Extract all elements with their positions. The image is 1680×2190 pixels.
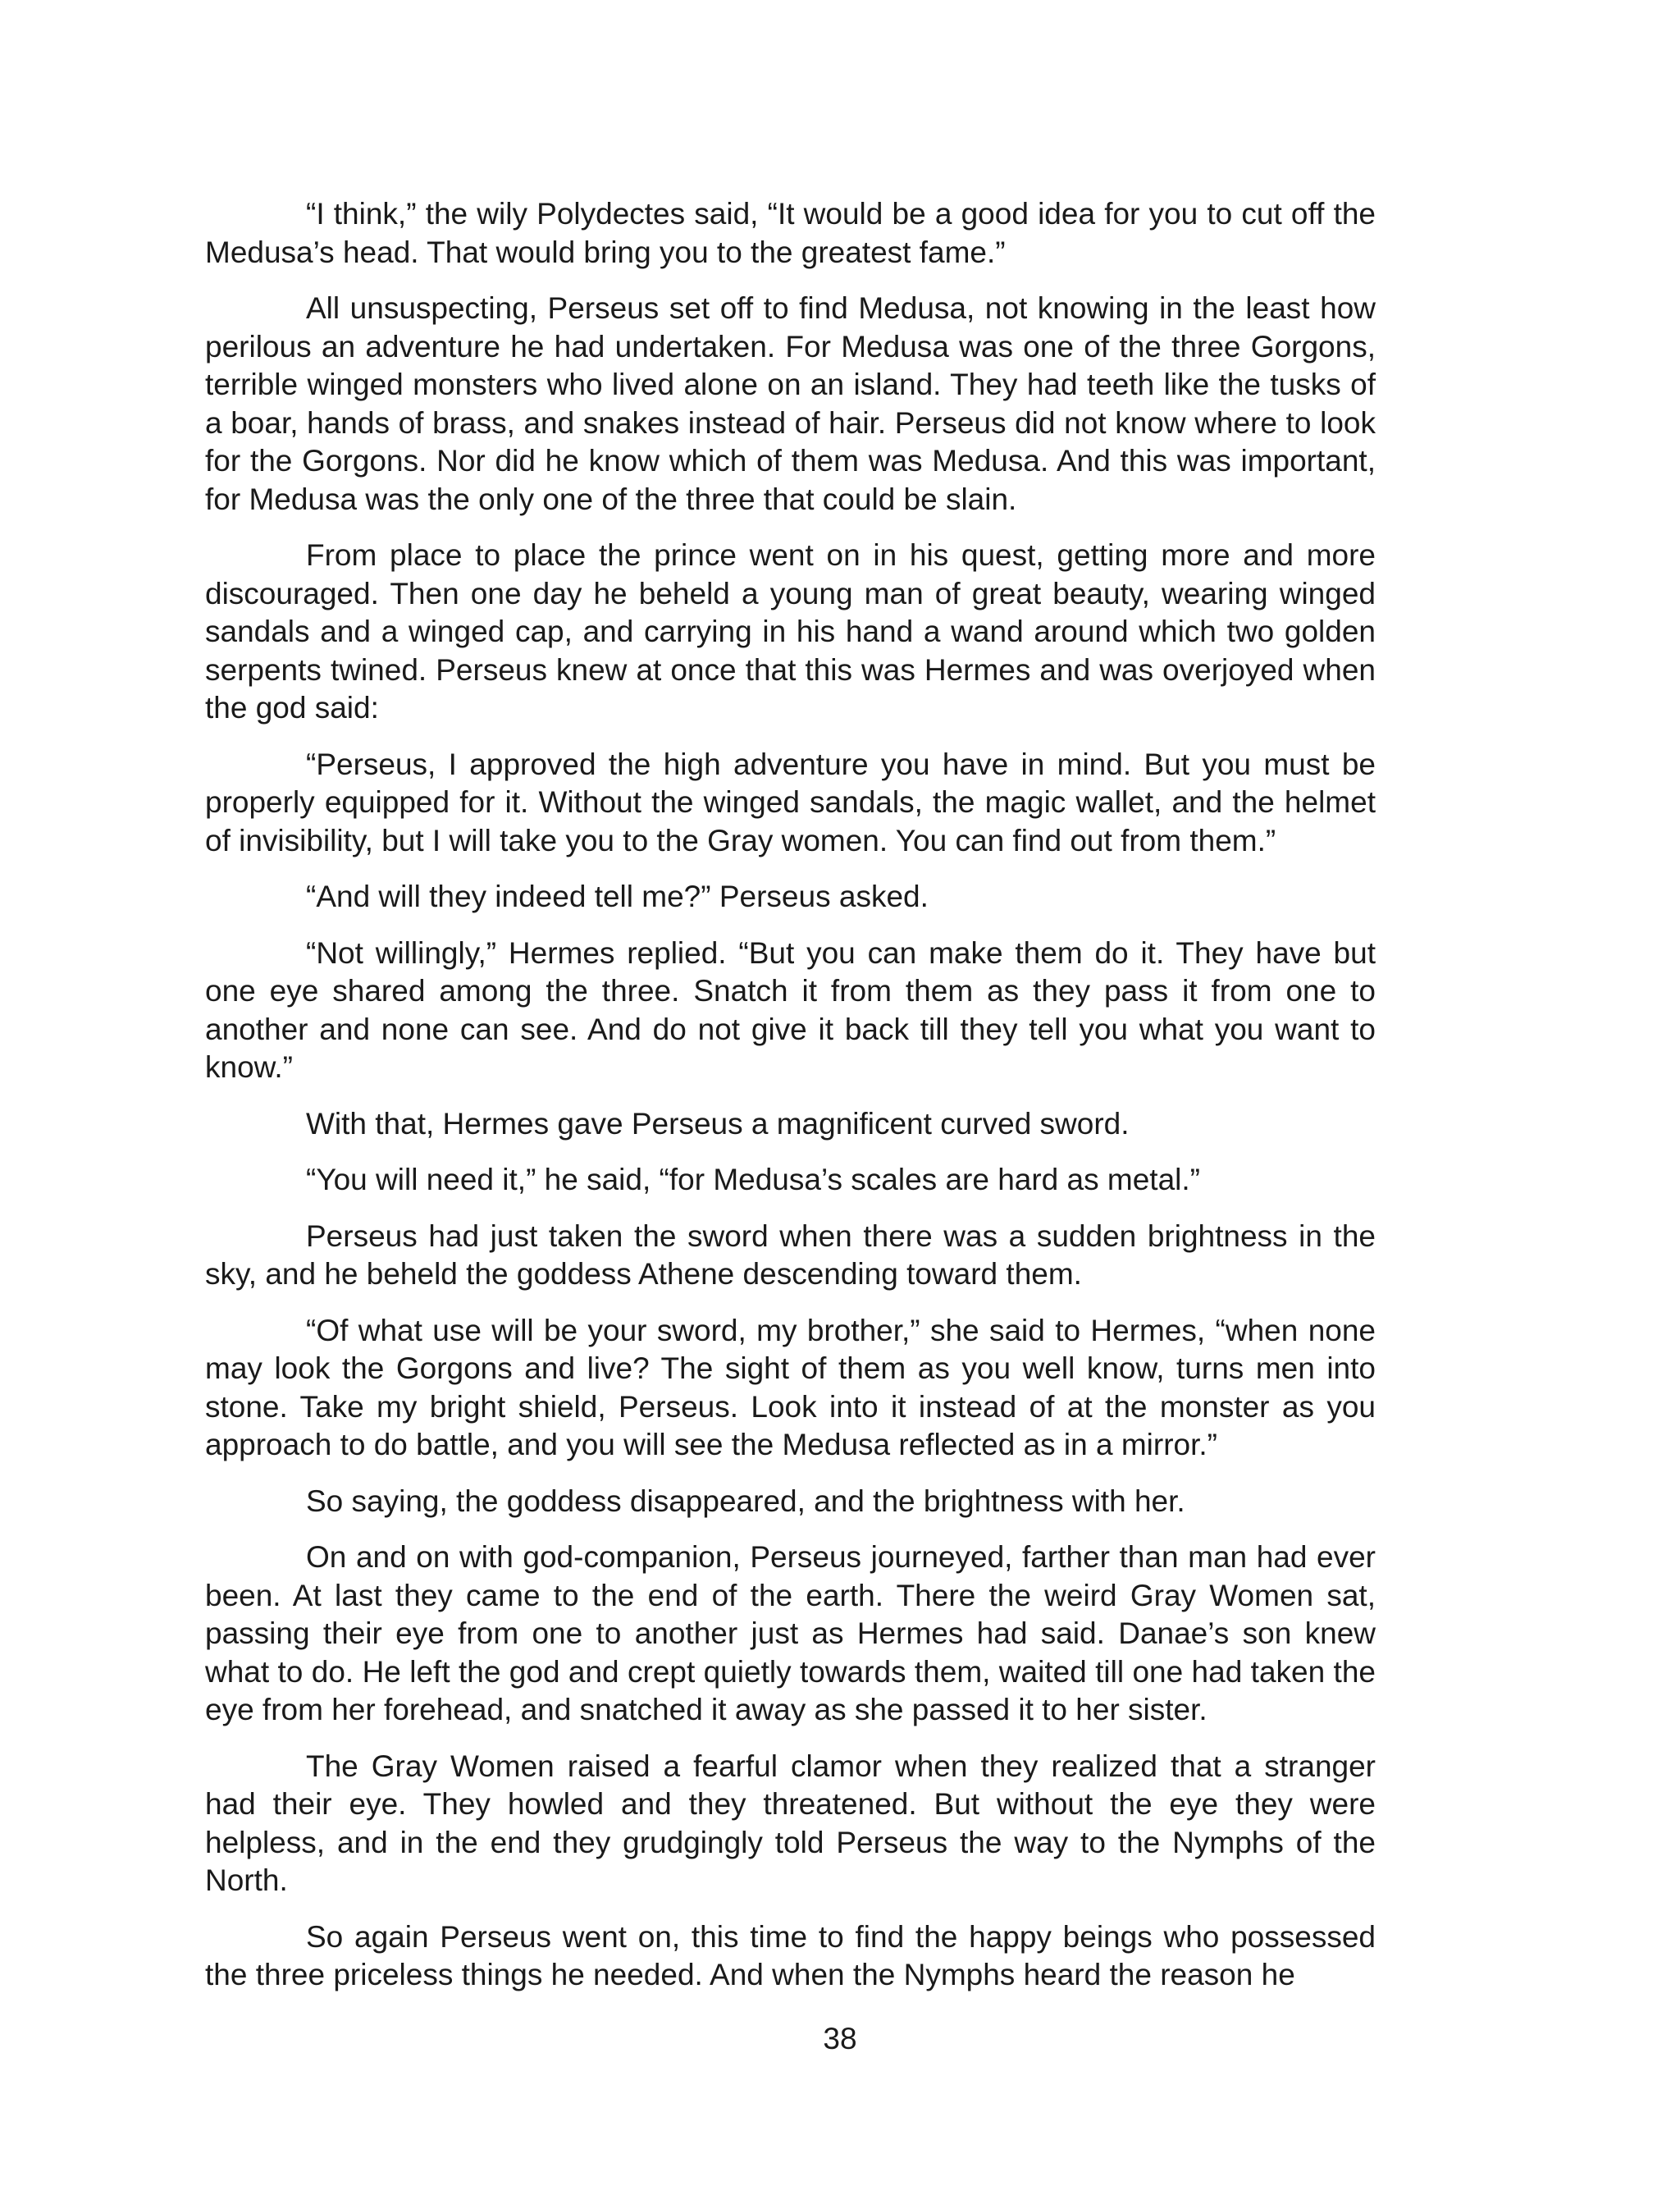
paragraph-11: So saying, the goddess disappeared, and the brightness with her. bbox=[306, 1484, 1185, 1518]
paragraph-3: From place to place the prince went on in his quest, getting more and more discouraged. Then one day he beheld a young man of great beauty, wearing winged sandals and a winged cap, and carrying in his hand a wand around which two golden serpents twined. Perseus knew at once that this was Hermes and was overjoyed when the god said: bbox=[205, 538, 1376, 725]
paragraph-14: So again Perseus went on, this time to find the happy beings who possessed the three priceless things he needed. And when the Nymphs heard the reason he bbox=[205, 1919, 1376, 1991]
paragraph-2: All unsuspecting, Perseus set off to find Medusa, not knowing in the least how perilous an adventure he had undertaken. For Medusa was one of the three Gorgons, terrible winged monsters who lived alone on an island. They had teeth like the tusks of a boar, hands of brass, and snakes instead of hair. Perseus did not know where to look for the Gorgons. Nor did he know which of them was Medusa. And this was important, for Medusa was the only one of the three that could be slain. bbox=[205, 291, 1376, 516]
paragraph-13: The Gray Women raised a fearful clamor when they realized that a stranger had their eye. They howled and they threatened. But without the eye they were helpless, and in the end they grudgingly told Perseus the way to the Nymphs of the North. bbox=[205, 1749, 1376, 1897]
paragraph-4: “Perseus, I approved the high adventure you have in mind. But you must be properly equipped for it. Without the winged sandals, the magic wallet, and the helmet of invisibility, but I will take you to the Gray women. You can find out from them.” bbox=[205, 747, 1376, 857]
paragraph-12: On and on with god-companion, Perseus journeyed, farther than man had ever been. At last they came to the end of the earth. There the weird Gray Women sat, passing their eye from one to another just as Hermes had said. Danae’s son knew what to do. He left the god and crept quietly towards them, waited till one had taken the eye from her forehead, and snatched it away as she passed it to her sister. bbox=[205, 1540, 1376, 1726]
paragraph-10: “Of what use will be your sword, my brother,” she said to Hermes, “when none may look the Gorgons and live? The sight of them as you well know, turns men into stone. Take my bright shield, Perseus. Look into it instead of at the monster as you approach to do battle, and you will see the Medusa reflected as in a mirror.” bbox=[205, 1313, 1376, 1461]
page-number: 38 bbox=[823, 2022, 857, 2055]
body-text bbox=[205, 195, 1376, 2013]
paragraph-9: Perseus had just taken the sword when there was a sudden brightness in the sky, and he beheld the goddess Athene descending toward them. bbox=[205, 1218, 1376, 1291]
paragraph-1: “I think,” the wily Polydectes said, “It would be a good idea for you to cut off the Medusa’s head. That would bring you to the greatest fame.” bbox=[205, 197, 1376, 269]
paragraph-8: “You will need it,” he said, “for Medusa’s scales are hard as metal.” bbox=[306, 1163, 1200, 1196]
paragraph-7: With that, Hermes gave Perseus a magnificent curved sword. bbox=[306, 1106, 1130, 1141]
paragraph-5: “And will they indeed tell me?” Perseus asked. bbox=[306, 880, 929, 913]
paragraph-6: “Not willingly,” Hermes replied. “But you can make them do it. They have but one eye shared among the three. Snatch it from them as they pass it from one to another and none can see. And do not give it back till they tell you what you want to know.” bbox=[205, 935, 1376, 1084]
